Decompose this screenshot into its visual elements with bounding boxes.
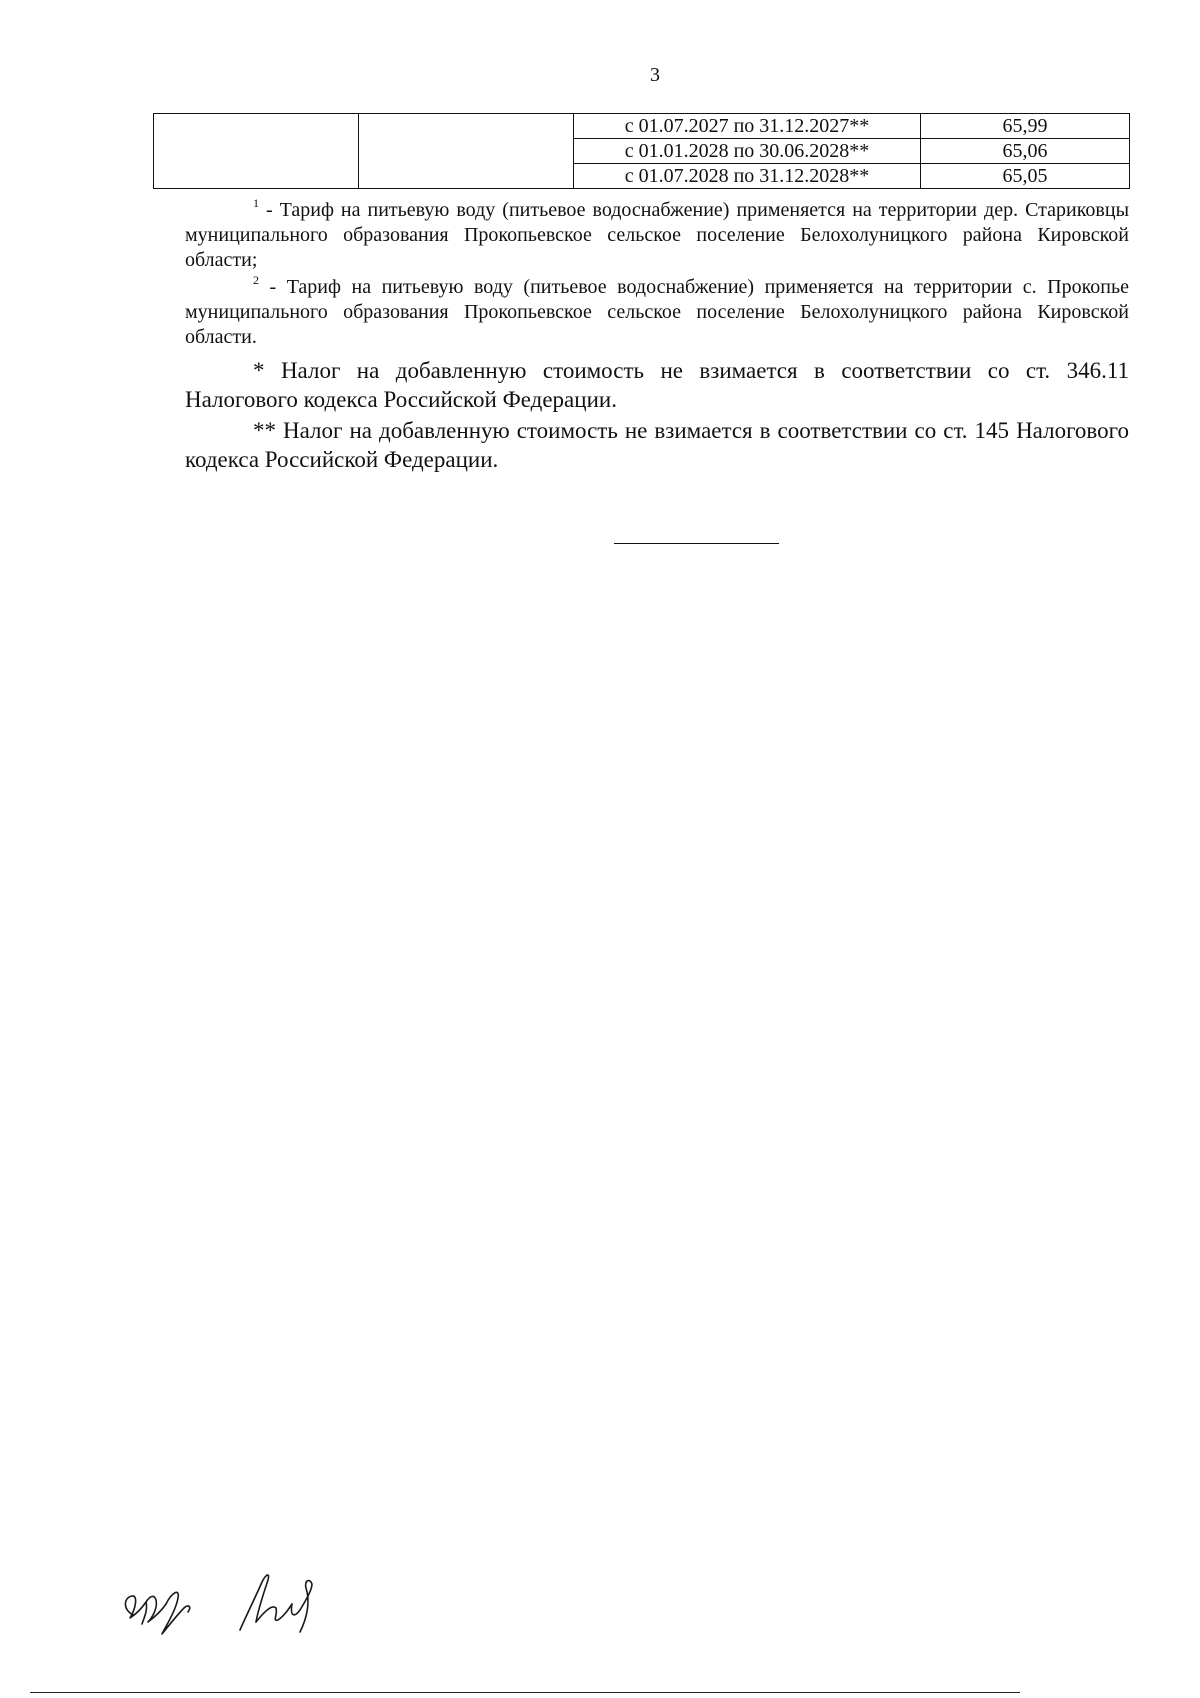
footnote-2 xyxy=(185,275,1129,350)
tariff-value-cell: 65,06 xyxy=(921,139,1130,164)
footnotes xyxy=(185,198,1129,474)
bottom-divider xyxy=(30,1692,1020,1693)
footnote-1-marker: 1 xyxy=(253,196,259,210)
tariff-value-cell: 65,05 xyxy=(921,164,1130,189)
footnote-vat-145: ** Налог на добавленную стоимость не взимается в соответствии со ст. 145 Налогового кодекса Российской Федерации. xyxy=(185,418,1129,472)
period-cell: с 01.07.2028 по 31.12.2028** xyxy=(574,164,921,189)
page-number: 3 xyxy=(650,64,660,86)
empty-cell xyxy=(154,114,359,189)
signature-icon xyxy=(122,1560,382,1640)
footnote-1 xyxy=(185,198,1129,273)
tariff-value-cell: 65,99 xyxy=(921,114,1130,139)
tariff-table xyxy=(153,113,1130,189)
period-cell: с 01.01.2028 по 30.06.2028** xyxy=(574,139,921,164)
footnote-vat-346: * Налог на добавленную стоимость не взимается в соответствии со ст. 346.11 Налогового кодекса Российской Федерации. xyxy=(185,358,1129,412)
table-row xyxy=(154,114,1130,139)
footnote-1-text: - Тариф на питьевую воду (питьевое водоснабжение) применяется на территории дер. Стариковцы муниципального образования Прокопьевское сельское поселение Белохолуницкого района Кировской области; xyxy=(185,199,1129,271)
period-cell: с 01.07.2027 по 31.12.2027** xyxy=(574,114,921,139)
footnote-2-marker: 2 xyxy=(253,273,259,287)
empty-cell xyxy=(359,114,574,189)
handwritten-signatures xyxy=(122,1560,382,1645)
end-divider xyxy=(614,543,779,544)
footnote-2-text: - Тариф на питьевую воду (питьевое водоснабжение) применяется на территории с. Прокопье муниципального образования Прокопьевское сельское поселение Белохолуницкого района Кировской области. xyxy=(185,276,1129,348)
